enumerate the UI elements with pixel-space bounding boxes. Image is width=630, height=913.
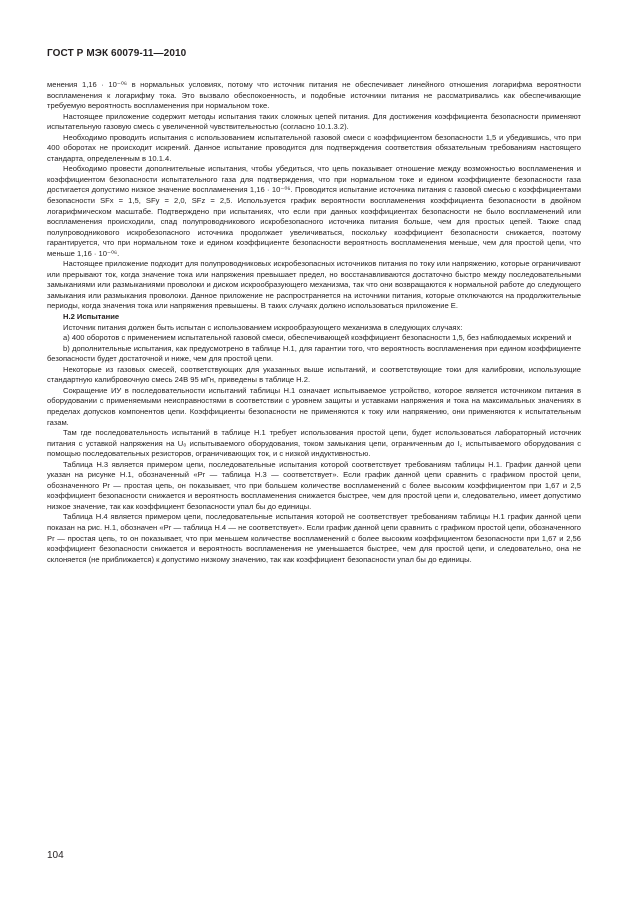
- paragraph: Настоящее приложение содержит методы испытания таких сложных цепей питания. Для достижения коэффициента безопасности применяют испытательную газовую смесь с увеличенной чувствительностью (согласно 10.1.3.2).: [47, 111, 581, 132]
- body-text: [47, 80, 581, 565]
- paragraph-continuation: менения 1,16 · 10⁻⁰⁶ в нормальных условиях, потому что источник питания не обеспечивает линейного отношения логарифма вероятности воспламенения к логарифму тока. Это вызвало обеспокоенность, и подобные источники питания не рассматривались как обеспечивающие требуемую вероятность воспламенения при нормальном токе.: [47, 80, 581, 111]
- page-number: 104: [47, 850, 64, 861]
- paragraph: Источник питания должен быть испытан с использованием искрообразующего механизма в следующих случаях:: [63, 322, 463, 332]
- section-heading: Н.2 Испытание: [63, 312, 120, 322]
- standard-header: ГОСТ Р МЭК 60079-11—2010: [47, 48, 187, 59]
- paragraph: Настоящее приложение подходит для полупроводниковых искробезопасных источников питания по току или напряжению, которые ограничивают или прерывают ток, когда значение тока или напряжения превышает предел, но восстанавливаются достаточно быстро между последовательными замыканиями или размыканиями проволоки и диском искрообразующего механизма, так что они возвращаются к нормальной работе до следующего замыкания или размыкания проволоки. Данное приложение не распространяется на источники питания, которые отключаются на продолжительные периоды, когда значения тока или напряжения превышены. В таких случаях должно использоваться приложение Е.: [47, 259, 581, 311]
- list-item-b: b) дополнительные испытания, как предусмотрено в таблице Н.1, для гарантии того, что вероятность воспламенения при едином коэффициенте безопасности будет достаточной и ниже, чем для простой цепи.: [47, 343, 581, 364]
- paragraph: Необходимо проводить испытания с использованием испытательной газовой смеси с коэффициентом безопасности 1,5 и убедившись, что при 400 оборотах не происходит искрений. Данное испытание проводится для подтверждения соответствия обязательным требованиям настоящего стандарта, определенным в 10.1.4.: [47, 132, 581, 163]
- paragraph: Таблица Н.4 является примером цепи, последовательные испытания которой не соответствует требованиям таблицы Н.1 график данной цепи показан на рис. Н.1, обозначен «Pr — таблица Н.4 — не соответствует». Если график данной цепи сравнить с графиком простой цепи, обозначенного Pr — простая цепь, то он показывает, что при меньшем количестве воспламенений с более высоким коэффициентом безопасности при 1,67 и 2,56 коэффициент безопасности снижается и вероятность воспламенения не уменьшается быстрее, чем для простой цепи, и следовательно, она не склоняется (не приближается) к допустимо низкому значению, так как коэффициент безопасности упал бы до единицы.: [47, 512, 581, 564]
- paragraph: Некоторые из газовых смесей, соответствующих для указанных выше испытаний, и соответствующие токи для калибровки, использующие стандартную калибровочную смесь 24В 95 мГн, приведены в таблице Н.2.: [47, 364, 581, 385]
- list-item-a: a) 400 оборотов с применением испытательной газовой смеси, обеспечивающей коэффициент безопасности 1,5, без наблюдаемых искрений и: [63, 333, 572, 343]
- paragraph: Таблица Н.3 является примером цепи, последовательные испытания которой соответствует требованиям таблицы Н.1. График данной цепи указан на рисунке Н.1, обозначенный «Pr — таблица Н.3 — соответствует». Если график данной цепи сравнить с графиком простой цепи, обозначенного Pr — простая цепь, он показывает, что при большем количестве воспламенений с более высоким коэффициентом при 1,67 и 2,5 коэффициент безопасности снижается и вероятность воспламенения снижается быстрее, чем для простой цепи и, следовательно, имеет допустимо низкое значение, так как коэффициент безопасности упал бы до единицы.: [47, 459, 581, 511]
- paragraph: Сокращение ИУ в последовательности испытаний таблицы Н.1 означает испытываемое устройство, которое является источником питания в оборудовании с применяемыми неисправностями в соответствии с уровнем защиты и уставками напряжения и тока на максимальных значениях в пределах допусков компонентов цепи. Коэффициенты безопасности не применяются к току или напряжению, они применяются к испытательным газам.: [47, 385, 581, 427]
- paragraph: Необходимо провести дополнительные испытания, чтобы убедиться, что цепь показывает отношение между возможностью воспламенения и коэффициентом безопасности испытательного газа для подтверждения, что при нормальном токе и едином коэффициенте безопасности газа достигается допустимо низкое значение воспламенения 1,16 · 10⁻⁰⁶. Проводится испытание источника питания с газовой смесью с коэффициентами безопасности SFx = 1,5, SFy = 2,0, SFz = 2,5. Используется график вероятности воспламенения коэффициента безопасности в двойном логарифмическом масштабе. Подтверждено при испытаниях, что если при данных коэффициентах безопасности не было воспламенений или воспламенения происходили, спад полупроводникового искробезопасного источника питания больше, чем для простых цепей. Также спад полупроводникового искробезопасного источника продолжает увеличиваться, поскольку коэффициент безопасности снижается, поэтому гарантируется, что при нормальном токе и едином коэффициенте безопасности вероятность воспламенения меньше, чем для простой цепи, что меньше 1,16 · 10⁻⁰⁶.: [47, 164, 581, 258]
- paragraph: Там где последовательность испытаний в таблице Н.1 требует использования простой цепи, будет использоваться лабораторный источник питания с уставкой напряжения на U₀ испытываемого оборудования, током замыкания цепи, ограниченным до I꜀ испытываемого оборудования с помощью последовательных резисторов, ограничивающих ток, и с низкой индуктивностью.: [47, 428, 581, 459]
